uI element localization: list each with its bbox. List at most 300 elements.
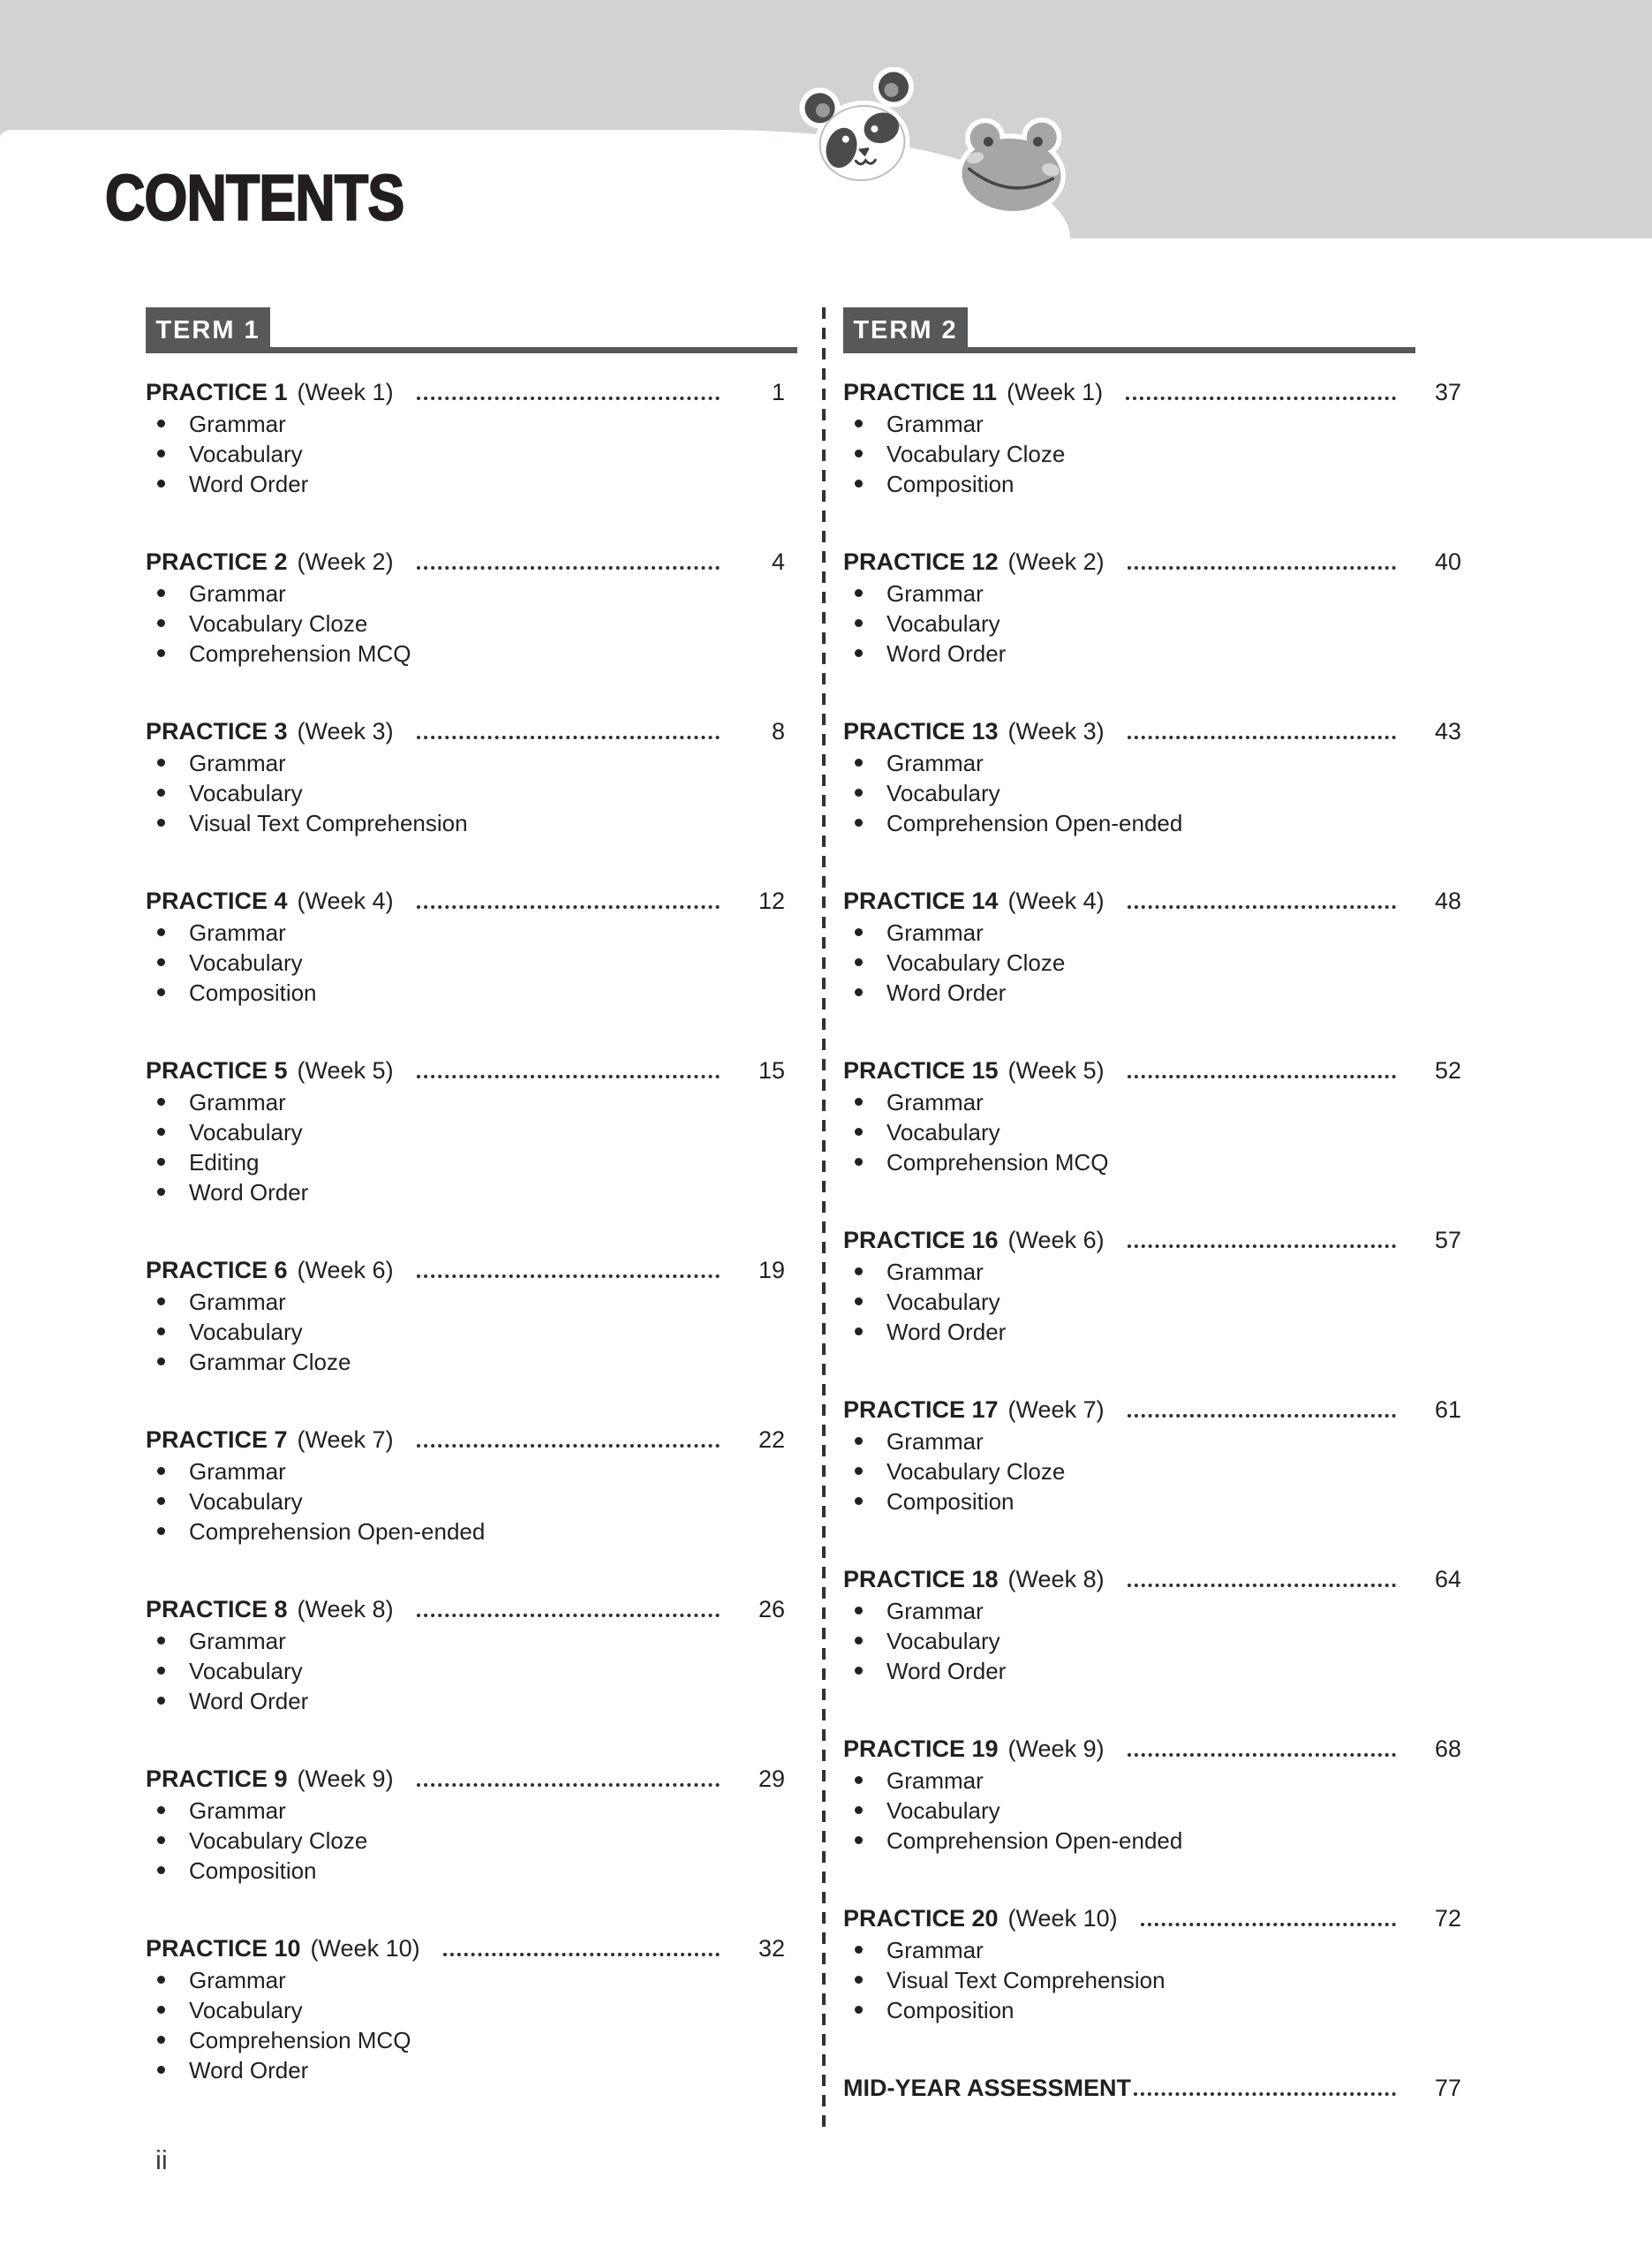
- dot-leader: [443, 1953, 720, 1956]
- page-number: 40: [1434, 548, 1461, 575]
- topic-label: Vocabulary: [886, 1797, 1000, 1824]
- dot-leader: [1126, 397, 1396, 400]
- bullet-icon: [157, 789, 165, 797]
- bullet-icon: [855, 1806, 863, 1814]
- toc-entry: [146, 545, 797, 669]
- topic-label: Comprehension MCQ: [189, 640, 411, 667]
- topic-label: Grammar: [189, 1797, 286, 1824]
- bullet-icon: [855, 1836, 863, 1844]
- practice-title: PRACTICE 5: [146, 1057, 288, 1084]
- bullet-icon: [157, 1467, 165, 1475]
- toc-entry-heading: [146, 1054, 797, 1087]
- topic-item: [843, 578, 1461, 609]
- page-title: CONTENTS: [105, 163, 404, 234]
- toc-entry: [843, 375, 1461, 499]
- bullet-icon: [855, 619, 863, 627]
- bullet-icon: [157, 819, 165, 827]
- toc-entry: [843, 1223, 1461, 1347]
- topic-item: [146, 1656, 797, 1686]
- topic-list: [843, 1426, 1461, 1516]
- practice-title: MID-YEAR ASSESSMENT: [843, 2075, 1132, 2101]
- page-number: 77: [1434, 2075, 1461, 2101]
- bullet-icon: [855, 928, 863, 936]
- topic-label: Grammar: [189, 1089, 286, 1115]
- bullet-icon: [855, 649, 863, 657]
- bullet-icon: [157, 1098, 165, 1106]
- dot-leader: [1141, 1923, 1396, 1926]
- dot-leader: [417, 1075, 720, 1078]
- topic-label: Grammar: [886, 580, 984, 607]
- term-1-underline: [146, 347, 797, 353]
- practice-title: PRACTICE 12: [843, 548, 999, 575]
- column-divider: [822, 307, 826, 2134]
- practice-week: (Week 7): [1007, 1396, 1105, 1423]
- dot-leader: [1128, 1244, 1396, 1248]
- topic-label: Grammar: [886, 411, 984, 437]
- practice-title: PRACTICE 11: [843, 379, 998, 405]
- practice-week: (Week 8): [1007, 1566, 1105, 1592]
- toc-entry: [146, 1423, 797, 1546]
- topic-item: [146, 2055, 797, 2085]
- topic-list: [843, 1087, 1461, 1177]
- topic-label: Vocabulary: [189, 1997, 303, 2023]
- practice-title: PRACTICE 20: [843, 1905, 999, 1932]
- practice-week: (Week 9): [297, 1766, 394, 1792]
- topic-label: Comprehension Open-ended: [886, 810, 1183, 836]
- dot-leader: [417, 1783, 720, 1787]
- toc-entry: [146, 884, 797, 1008]
- topic-label: Vocabulary: [189, 949, 303, 976]
- practice-title: PRACTICE 6: [146, 1257, 288, 1283]
- bullet-icon: [855, 420, 863, 427]
- topic-list: [843, 1596, 1461, 1686]
- practice-week: (Week 1): [297, 379, 394, 405]
- topic-label: Visual Text Comprehension: [886, 1967, 1165, 1993]
- practice-week: (Week 4): [1007, 888, 1105, 914]
- term-2-label: TERM 2: [853, 315, 958, 344]
- bullet-icon: [855, 1667, 863, 1675]
- topic-item: [843, 1287, 1461, 1317]
- bullet-icon: [157, 1527, 165, 1535]
- topic-label: Comprehension Open-ended: [189, 1518, 486, 1545]
- dot-leader: [417, 397, 720, 400]
- bullet-icon: [855, 1327, 863, 1335]
- toc-entry: [843, 1732, 1461, 1856]
- topic-label: Visual Text Comprehension: [189, 810, 468, 836]
- topic-label: Grammar: [886, 1937, 984, 1963]
- topic-label: Vocabulary Cloze: [189, 1827, 368, 1854]
- topic-item: [843, 1995, 1461, 2025]
- page-number: 32: [758, 1935, 785, 1962]
- bullet-icon: [855, 988, 863, 996]
- toc-entry: [843, 1902, 1461, 2025]
- dot-leader: [417, 905, 720, 909]
- topic-label: Editing: [189, 1149, 260, 1176]
- topic-item: [146, 1686, 797, 1716]
- page-number: 72: [1434, 1905, 1461, 1932]
- topic-label: Vocabulary: [886, 1628, 1000, 1654]
- bullet-icon: [855, 789, 863, 797]
- topic-item: [146, 1486, 797, 1516]
- toc-entry: [843, 1393, 1461, 1516]
- practice-week: (Week 3): [297, 718, 394, 745]
- bullet-icon: [855, 1467, 863, 1475]
- topic-label: Vocabulary: [189, 1658, 303, 1684]
- topic-item: [843, 748, 1461, 778]
- toc-entry: [146, 1762, 797, 1886]
- topic-label: Word Order: [189, 2057, 309, 2083]
- topic-label: Vocabulary: [886, 610, 1000, 637]
- practice-week: (Week 9): [1007, 1735, 1105, 1762]
- toc-entry: [146, 1592, 797, 1716]
- toc-entry: [843, 1562, 1461, 1686]
- topic-label: Grammar: [189, 1967, 286, 1993]
- topic-label: Grammar: [886, 1259, 984, 1285]
- page-number: 61: [1434, 1396, 1461, 1423]
- toc-entry-heading: [146, 545, 797, 578]
- topic-list: [843, 1935, 1461, 2025]
- topic-list: [146, 1965, 797, 2085]
- topic-item: [146, 748, 797, 778]
- dot-leader: [1128, 566, 1396, 570]
- page-number: 68: [1434, 1735, 1461, 1762]
- practice-title: PRACTICE 4: [146, 888, 288, 914]
- topic-label: Vocabulary: [886, 780, 1000, 806]
- topic-item: [146, 1456, 797, 1486]
- topic-label: Word Order: [189, 1688, 309, 1714]
- practice-title: PRACTICE 3: [146, 718, 288, 745]
- topic-label: Grammar: [886, 1767, 984, 1794]
- term-2-section: [843, 307, 1461, 2105]
- bullet-icon: [157, 1866, 165, 1874]
- topic-list: [843, 1766, 1461, 1856]
- toc-entry-heading: [146, 1423, 797, 1456]
- dot-leader: [1128, 1753, 1396, 1757]
- toc-entry-heading: [843, 375, 1461, 409]
- bullet-icon: [157, 1188, 165, 1196]
- topic-item: [146, 469, 797, 499]
- topic-list: [146, 918, 797, 1008]
- topic-item: [146, 578, 797, 609]
- toc-entry-heading: [843, 1054, 1461, 1087]
- topic-item: [146, 978, 797, 1008]
- topic-label: Comprehension Open-ended: [886, 1827, 1183, 1854]
- practice-week: (Week 1): [1007, 379, 1104, 405]
- bullet-icon: [855, 1607, 863, 1614]
- topic-item: [843, 1935, 1461, 1965]
- toc-entry-heading: [146, 1253, 797, 1287]
- bullet-icon: [157, 450, 165, 457]
- toc-entry-heading: [843, 1223, 1461, 1257]
- bullet-icon: [157, 988, 165, 996]
- topic-label: Comprehension MCQ: [886, 1149, 1109, 1176]
- topic-item: [843, 1147, 1461, 1177]
- footer-page-number: ii: [155, 2144, 168, 2175]
- toc-entry-heading: [146, 1932, 797, 1965]
- topic-item: [146, 778, 797, 808]
- topic-list: [146, 409, 797, 499]
- topic-item: [146, 1626, 797, 1656]
- toc-entry-heading: [146, 884, 797, 918]
- bullet-icon: [855, 1267, 863, 1275]
- topic-list: [843, 748, 1461, 838]
- toc-entry: [146, 375, 797, 499]
- page-number: 37: [1434, 379, 1461, 405]
- practice-week: (Week 5): [1007, 1057, 1105, 1084]
- topic-label: Grammar: [886, 750, 984, 776]
- topic-list: [146, 1626, 797, 1716]
- bullet-icon: [855, 1976, 863, 1984]
- topic-item: [843, 609, 1461, 639]
- practice-title: PRACTICE 2: [146, 548, 288, 575]
- bullet-icon: [157, 759, 165, 767]
- practice-week: (Week 6): [1007, 1227, 1105, 1253]
- topic-label: Composition: [886, 471, 1015, 497]
- topic-item: [843, 1826, 1461, 1856]
- toc-entry-heading: [843, 884, 1461, 918]
- bullet-icon: [157, 2066, 165, 2074]
- page-number: 8: [771, 718, 785, 745]
- practice-week: (Week 6): [297, 1257, 394, 1283]
- bullet-icon: [157, 1497, 165, 1505]
- topic-list: [146, 1796, 797, 1886]
- bullet-icon: [157, 1667, 165, 1675]
- topic-item: [146, 609, 797, 639]
- practice-week: (Week 4): [297, 888, 394, 914]
- topic-item: [843, 1486, 1461, 1516]
- practice-week: (Week 7): [297, 1426, 394, 1453]
- page-number: 12: [758, 888, 785, 914]
- topic-label: Grammar: [189, 411, 286, 437]
- page-number: 4: [771, 548, 785, 575]
- topic-label: Word Order: [886, 1658, 1007, 1684]
- page-number: 48: [1434, 888, 1461, 914]
- topic-label: Vocabulary Cloze: [886, 1458, 1066, 1485]
- topic-item: [146, 1965, 797, 1995]
- topic-item: [843, 1317, 1461, 1347]
- term-1-section: [146, 307, 797, 2131]
- dot-leader: [1128, 1584, 1396, 1587]
- topic-list: [843, 1257, 1461, 1347]
- term-2-underline: [843, 347, 1415, 353]
- page-number: 15: [758, 1057, 785, 1084]
- dot-leader: [417, 736, 720, 739]
- topic-item: [843, 639, 1461, 669]
- dot-leader: [417, 1274, 720, 1278]
- topic-item: [146, 1516, 797, 1546]
- toc-entry-heading: [146, 1762, 797, 1796]
- bullet-icon: [157, 1297, 165, 1305]
- bullet-icon: [157, 928, 165, 936]
- bullet-icon: [855, 589, 863, 597]
- toc-entry: [146, 1253, 797, 1377]
- page-number: 1: [771, 379, 785, 405]
- toc-entry-heading: [843, 1902, 1461, 1935]
- toc-entry-heading: [146, 375, 797, 409]
- topic-list: [146, 1287, 797, 1377]
- practice-title: PRACTICE 9: [146, 1766, 288, 1792]
- term-1-label: TERM 1: [155, 315, 260, 344]
- practice-title: PRACTICE 7: [146, 1426, 288, 1453]
- bullet-icon: [157, 1806, 165, 1814]
- topic-item: [843, 1257, 1461, 1287]
- toc-entry-heading: [843, 1562, 1461, 1596]
- topic-item: [843, 778, 1461, 808]
- bullet-icon: [855, 958, 863, 966]
- topic-item: [843, 1117, 1461, 1147]
- topic-label: Grammar: [886, 1089, 984, 1115]
- topic-item: [146, 1147, 797, 1177]
- toc-entry-heading: [843, 2071, 1461, 2105]
- topic-label: Vocabulary Cloze: [189, 610, 368, 637]
- practice-title: PRACTICE 17: [843, 1396, 999, 1423]
- page-number: 57: [1434, 1227, 1461, 1253]
- bullet-icon: [855, 2006, 863, 2014]
- page-number: 19: [758, 1257, 785, 1283]
- topic-label: Grammar: [189, 1289, 286, 1315]
- topic-item: [843, 409, 1461, 439]
- bullet-icon: [157, 1128, 165, 1136]
- panda-icon: [790, 67, 933, 200]
- bullet-icon: [157, 1697, 165, 1705]
- practice-title: PRACTICE 8: [146, 1596, 288, 1622]
- practice-title: PRACTICE 15: [843, 1057, 999, 1084]
- topic-list: [843, 578, 1461, 669]
- topic-label: Vocabulary: [886, 1289, 1000, 1315]
- topic-item: [843, 1626, 1461, 1656]
- topic-item: [843, 1965, 1461, 1995]
- bullet-icon: [855, 1946, 863, 1954]
- topic-item: [843, 1766, 1461, 1796]
- topic-label: Word Order: [886, 640, 1007, 667]
- toc-entry: [843, 2071, 1461, 2105]
- bullet-icon: [855, 1158, 863, 1166]
- topic-item: [843, 1796, 1461, 1826]
- toc-entry: [146, 1054, 797, 1207]
- bullet-icon: [157, 2006, 165, 2014]
- bullet-icon: [855, 1497, 863, 1505]
- term-1-entries: [146, 375, 797, 2085]
- topic-label: Composition: [189, 1857, 317, 1884]
- bullet-icon: [157, 1637, 165, 1645]
- dot-leader: [417, 1444, 720, 1448]
- topic-label: Word Order: [189, 471, 309, 497]
- term-2-entries: [843, 375, 1461, 2105]
- topic-list: [146, 1087, 797, 1207]
- topic-item: [146, 948, 797, 978]
- topic-label: Grammar: [886, 1598, 984, 1624]
- topic-item: [146, 1347, 797, 1377]
- page-number: 29: [758, 1766, 785, 1792]
- topic-label: Grammar: [189, 919, 286, 946]
- toc-entry: [843, 1054, 1461, 1177]
- practice-title: PRACTICE 19: [843, 1735, 999, 1762]
- topic-label: Comprehension MCQ: [189, 2027, 411, 2053]
- topic-label: Composition: [886, 1488, 1015, 1515]
- topic-label: Vocabulary: [189, 1119, 303, 1146]
- dot-leader: [1128, 736, 1396, 739]
- topic-item: [843, 1426, 1461, 1456]
- topic-list: [146, 748, 797, 838]
- page-number: 43: [1434, 718, 1461, 745]
- topic-item: [843, 469, 1461, 499]
- page-number: 52: [1434, 1057, 1461, 1084]
- bullet-icon: [157, 1836, 165, 1844]
- topic-label: Vocabulary: [886, 1119, 1000, 1146]
- topic-item: [843, 1087, 1461, 1117]
- toc-entry-heading: [843, 715, 1461, 748]
- topic-label: Composition: [886, 1997, 1015, 2023]
- topic-item: [843, 1456, 1461, 1486]
- dot-leader: [417, 1614, 720, 1617]
- practice-title: PRACTICE 16: [843, 1227, 999, 1253]
- topic-label: Vocabulary: [189, 1488, 303, 1515]
- bullet-icon: [157, 589, 165, 597]
- toc-entry: [146, 1932, 797, 2085]
- bullet-icon: [855, 1437, 863, 1445]
- topic-item: [843, 1596, 1461, 1626]
- bullet-icon: [855, 1098, 863, 1106]
- topic-item: [843, 1656, 1461, 1686]
- topic-item: [146, 639, 797, 669]
- topic-label: Word Order: [886, 979, 1007, 1006]
- topic-item: [146, 1287, 797, 1317]
- practice-title: PRACTICE 13: [843, 718, 999, 745]
- practice-week: (Week 8): [297, 1596, 394, 1622]
- toc-entry-heading: [146, 1592, 797, 1626]
- topic-item: [146, 918, 797, 948]
- page-number: 64: [1434, 1566, 1461, 1592]
- topic-item: [146, 1117, 797, 1147]
- topic-item: [843, 439, 1461, 469]
- toc-entry-heading: [843, 1393, 1461, 1426]
- topic-label: Grammar: [189, 1628, 286, 1654]
- topic-list: [146, 578, 797, 669]
- bullet-icon: [157, 420, 165, 427]
- toc-entry: [146, 715, 797, 838]
- bullet-icon: [157, 1976, 165, 1984]
- topic-label: Grammar: [189, 1458, 286, 1485]
- topic-list: [843, 918, 1461, 1008]
- topic-label: Grammar: [886, 919, 984, 946]
- toc-entry-heading: [146, 715, 797, 748]
- dot-leader: [1128, 1414, 1396, 1418]
- practice-title: PRACTICE 14: [843, 888, 999, 914]
- bullet-icon: [855, 759, 863, 767]
- practice-week: (Week 2): [1007, 548, 1105, 575]
- topic-list: [146, 1456, 797, 1546]
- bullet-icon: [157, 958, 165, 966]
- frog-icon: [947, 111, 1081, 221]
- toc-entry: [843, 884, 1461, 1008]
- bullet-icon: [157, 619, 165, 627]
- topic-item: [146, 1087, 797, 1117]
- bullet-icon: [855, 480, 863, 488]
- topic-item: [843, 918, 1461, 948]
- dot-leader: [1128, 1075, 1396, 1078]
- bullet-icon: [157, 649, 165, 657]
- topic-label: Grammar: [189, 580, 286, 607]
- bullet-icon: [157, 1357, 165, 1365]
- topic-item: [146, 409, 797, 439]
- dot-leader: [1128, 905, 1396, 909]
- topic-label: Word Order: [886, 1319, 1007, 1345]
- topic-label: Vocabulary Cloze: [886, 949, 1066, 976]
- practice-title: PRACTICE 10: [146, 1935, 301, 1962]
- practice-week: (Week 5): [297, 1057, 394, 1084]
- bullet-icon: [157, 480, 165, 488]
- bullet-icon: [157, 1327, 165, 1335]
